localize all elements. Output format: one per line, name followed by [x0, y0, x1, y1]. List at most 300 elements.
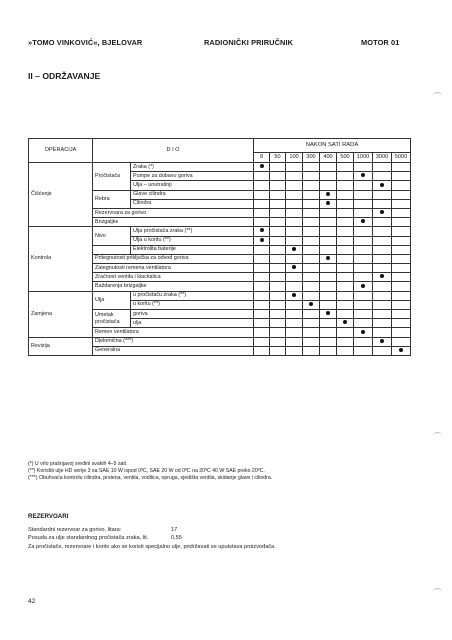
schedule-cell — [254, 190, 270, 199]
schedule-cell — [270, 172, 286, 181]
item-cell — [131, 181, 254, 190]
schedule-cell — [303, 218, 320, 227]
schedule-cell — [254, 172, 270, 181]
schedule-cell — [392, 163, 411, 172]
schedule-cell — [373, 190, 392, 199]
reserves-title: REZERVOARI — [28, 513, 69, 520]
schedule-cell — [392, 346, 411, 355]
item-cell — [93, 273, 254, 282]
schedule-cell — [354, 264, 373, 273]
schedule-cell — [270, 208, 286, 217]
maintenance-table — [28, 138, 411, 356]
item-cell — [131, 199, 254, 208]
schedule-cell — [286, 227, 303, 236]
schedule-cell — [392, 273, 411, 282]
schedule-cell — [373, 172, 392, 181]
reserve-label: Standardni rezervoar za gorivo, litara: — [28, 527, 122, 533]
schedule-cell — [270, 227, 286, 236]
schedule-cell — [270, 199, 286, 208]
schedule-cell — [303, 163, 320, 172]
schedule-cell — [354, 328, 373, 337]
reserve-value: 0,55 — [171, 535, 182, 542]
item-cell — [131, 163, 254, 172]
scheduled-dot — [309, 302, 313, 306]
schedule-cell — [303, 310, 320, 319]
schedule-cell — [303, 245, 320, 254]
operation-kontrola — [29, 227, 93, 291]
schedule-cell — [354, 181, 373, 190]
group-label: Umetak — [95, 311, 114, 318]
schedule-cell — [303, 236, 320, 245]
schedule-cell — [337, 236, 354, 245]
header-company: »TOMO VINKOVIĆ«, BJELOVAR — [28, 38, 143, 47]
schedule-cell — [303, 227, 320, 236]
interval-header: 500 — [337, 153, 354, 163]
scheduled-dot — [380, 183, 384, 187]
interval-header: 50 — [270, 153, 286, 163]
scheduled-dot — [361, 330, 365, 334]
reserve-note-text: Za pročistače, rezervoare i korito ako se koristi specijalno ulje, pridržavati se uputstava proizvođača. — [28, 543, 276, 550]
schedule-cell — [392, 199, 411, 208]
schedule-cell — [270, 282, 286, 291]
schedule-cell — [320, 218, 337, 227]
schedule-cell — [254, 300, 270, 309]
schedule-cell — [337, 264, 354, 273]
schedule-cell — [286, 163, 303, 172]
column-header-nakon-sati-rada: NAKON SATI RADA — [254, 139, 411, 153]
item-label: u pročistaču zraka (**) — [133, 292, 187, 299]
scan-edge-mark — [433, 92, 442, 100]
scheduled-dot — [326, 256, 330, 260]
schedule-cell — [270, 218, 286, 227]
scheduled-dot — [380, 210, 384, 214]
schedule-cell — [320, 172, 337, 181]
schedule-cell — [270, 300, 286, 309]
schedule-cell — [373, 346, 392, 355]
operation-ciscenje — [29, 163, 93, 227]
schedule-cell — [320, 264, 337, 273]
schedule-cell — [286, 181, 303, 190]
schedule-cell — [337, 346, 354, 355]
scheduled-dot — [326, 201, 330, 205]
column-header-dio: D I O — [93, 139, 254, 163]
schedule-cell — [286, 172, 303, 181]
schedule-cell — [354, 291, 373, 300]
operation-zamjena — [29, 291, 93, 337]
column-header-operacija: OPERACIJA — [29, 139, 93, 163]
schedule-cell — [286, 337, 303, 346]
item-label: Zategnutosti remena ventilatora — [95, 264, 171, 271]
footnote: (***) Obuhvaća kontrolu cilindra, prstena, ventila, vodilica, opruga, sjedišta ventila, skidanje glave i cilindra. — [28, 475, 273, 482]
schedule-cell — [392, 190, 411, 199]
schedule-cell — [337, 273, 354, 282]
interval-header: 8 — [254, 153, 270, 163]
schedule-cell — [286, 273, 303, 282]
schedule-cell — [303, 273, 320, 282]
schedule-cell — [373, 236, 392, 245]
item-cell — [131, 227, 254, 236]
item-cell — [131, 190, 254, 199]
schedule-cell — [270, 310, 286, 319]
schedule-cell — [303, 319, 320, 328]
interval-header: 1000 — [354, 153, 373, 163]
schedule-cell — [254, 337, 270, 346]
schedule-cell — [337, 218, 354, 227]
group-label: pročistača — [95, 318, 120, 325]
reserve-label: Posuda za ulje standardnog pročistača zraka, lit. — [28, 535, 149, 542]
schedule-cell — [373, 163, 392, 172]
scan-edge-mark — [433, 588, 442, 596]
item-cell — [131, 245, 254, 254]
schedule-cell — [373, 199, 392, 208]
schedule-cell — [392, 337, 411, 346]
schedule-cell — [286, 346, 303, 355]
schedule-cell — [337, 300, 354, 309]
reserve-row — [28, 526, 276, 534]
schedule-cell — [286, 264, 303, 273]
reserve-value: 17 — [171, 527, 178, 533]
schedule-cell — [354, 172, 373, 181]
schedule-cell — [286, 245, 303, 254]
item-label: Pumpe za dobavu goriva — [133, 172, 193, 179]
schedule-cell — [337, 190, 354, 199]
schedule-cell — [303, 172, 320, 181]
item-cell — [93, 264, 254, 273]
schedule-cell — [392, 300, 411, 309]
scheduled-dot — [260, 238, 264, 242]
schedule-cell — [320, 273, 337, 282]
schedule-cell — [337, 245, 354, 254]
schedule-cell — [254, 208, 270, 217]
group-umetak — [93, 310, 131, 328]
schedule-cell — [337, 208, 354, 217]
schedule-cell — [392, 291, 411, 300]
schedule-cell — [373, 273, 392, 282]
schedule-cell — [354, 282, 373, 291]
schedule-cell — [392, 310, 411, 319]
interval-header: 5000 — [392, 153, 411, 163]
schedule-cell — [270, 273, 286, 282]
schedule-cell — [354, 337, 373, 346]
schedule-cell — [337, 337, 354, 346]
schedule-cell — [373, 328, 392, 337]
schedule-cell — [286, 199, 303, 208]
group-label: Pročistača — [95, 172, 121, 179]
item-label: u koritu (**) — [133, 301, 160, 308]
schedule-cell — [270, 245, 286, 254]
item-label: Zraka (*) — [133, 163, 154, 170]
schedule-cell — [354, 346, 373, 355]
group-rebra — [93, 190, 131, 208]
schedule-cell — [373, 181, 392, 190]
interval-header: 400 — [320, 153, 337, 163]
schedule-cell — [392, 328, 411, 337]
group-label: Rebra — [95, 195, 110, 202]
schedule-cell — [303, 337, 320, 346]
item-cell — [93, 328, 254, 337]
schedule-cell — [373, 245, 392, 254]
interval-header: 3000 — [373, 153, 392, 163]
schedule-cell — [286, 319, 303, 328]
schedule-cell — [254, 181, 270, 190]
schedule-cell — [337, 227, 354, 236]
schedule-cell — [303, 208, 320, 217]
schedule-cell — [303, 291, 320, 300]
item-label: Ulja pročistača zraka (**) — [133, 227, 193, 234]
footnote: (*) U vrlo prašnjavoj sredini svakih 4–5 sati. — [28, 461, 128, 467]
item-cell — [131, 291, 254, 300]
scheduled-dot — [326, 192, 330, 196]
item-cell — [93, 282, 254, 291]
schedule-cell — [337, 163, 354, 172]
scheduled-dot — [361, 173, 365, 177]
scheduled-dot — [361, 284, 365, 288]
schedule-cell — [373, 337, 392, 346]
schedule-cell — [270, 291, 286, 300]
scheduled-dot — [380, 339, 384, 343]
item-cell — [93, 337, 254, 346]
schedule-cell — [303, 190, 320, 199]
operation-label: Čišćenje — [31, 191, 52, 198]
schedule-cell — [373, 282, 392, 291]
schedule-cell — [320, 163, 337, 172]
scan-edge-mark — [433, 432, 442, 440]
schedule-cell — [337, 319, 354, 328]
schedule-cell — [270, 346, 286, 355]
operation-revizija — [29, 337, 93, 355]
item-label: Pritegnutosti priključka za odvod goriva — [95, 255, 189, 262]
group-label: Ulja — [95, 296, 105, 303]
schedule-cell — [286, 236, 303, 245]
schedule-cell — [337, 310, 354, 319]
schedule-cell — [354, 218, 373, 227]
item-label: Elektrolita baterije — [133, 246, 176, 253]
schedule-cell — [354, 163, 373, 172]
schedule-cell — [286, 291, 303, 300]
item-label: Zračnost ventila i klackalica — [95, 273, 161, 280]
operation-label: Revizija — [31, 342, 50, 349]
schedule-cell — [270, 163, 286, 172]
schedule-cell — [320, 227, 337, 236]
schedule-cell — [286, 310, 303, 319]
item-cell — [131, 319, 254, 328]
schedule-cell — [392, 254, 411, 263]
schedule-cell — [270, 190, 286, 199]
scheduled-dot — [380, 274, 384, 278]
schedule-cell — [320, 236, 337, 245]
schedule-cell — [373, 218, 392, 227]
schedule-cell — [254, 282, 270, 291]
schedule-cell — [373, 254, 392, 263]
schedule-cell — [337, 181, 354, 190]
schedule-cell — [392, 181, 411, 190]
group-nivo — [93, 227, 131, 245]
schedule-cell — [286, 208, 303, 217]
item-spacer — [93, 245, 131, 254]
schedule-cell — [254, 319, 270, 328]
schedule-cell — [320, 310, 337, 319]
operation-label: Kontrola — [31, 255, 52, 262]
schedule-cell — [320, 300, 337, 309]
item-label: Ulja – unutrašnji — [133, 181, 172, 188]
page-number: 42 — [28, 598, 36, 605]
scheduled-dot — [292, 293, 296, 297]
schedule-cell — [320, 181, 337, 190]
schedule-cell — [373, 208, 392, 217]
schedule-cell — [354, 254, 373, 263]
item-label: Baždarenja brizgaljke — [95, 283, 147, 290]
schedule-cell — [373, 227, 392, 236]
schedule-cell — [354, 227, 373, 236]
schedule-cell — [320, 337, 337, 346]
item-cell — [93, 208, 254, 217]
schedule-cell — [270, 337, 286, 346]
schedule-cell — [254, 199, 270, 208]
schedule-cell — [354, 300, 373, 309]
scheduled-dot — [326, 311, 330, 315]
schedule-cell — [254, 218, 270, 227]
schedule-cell — [392, 236, 411, 245]
schedule-cell — [373, 300, 392, 309]
group-procistaca — [93, 163, 131, 191]
schedule-cell — [270, 264, 286, 273]
schedule-cell — [320, 328, 337, 337]
schedule-cell — [337, 291, 354, 300]
schedule-cell — [270, 319, 286, 328]
header-engine-model: MOTOR 01 — [361, 38, 400, 47]
section-title: II – ODRŽAVANJE — [28, 71, 101, 81]
schedule-cell — [392, 208, 411, 217]
schedule-cell — [254, 291, 270, 300]
schedule-cell — [392, 172, 411, 181]
schedule-cell — [270, 181, 286, 190]
schedule-cell — [270, 254, 286, 263]
scheduled-dot — [292, 265, 296, 269]
schedule-cell — [392, 319, 411, 328]
schedule-cell — [320, 190, 337, 199]
interval-header: 100 — [286, 153, 303, 163]
schedule-cell — [303, 199, 320, 208]
schedule-cell — [303, 254, 320, 263]
schedule-cell — [373, 291, 392, 300]
schedule-cell — [354, 273, 373, 282]
item-cell — [93, 218, 254, 227]
reserve-row — [28, 534, 276, 542]
item-label: Generalna — [95, 347, 121, 354]
schedule-cell — [373, 264, 392, 273]
schedule-cell — [392, 218, 411, 227]
schedule-cell — [254, 273, 270, 282]
schedule-cell — [392, 264, 411, 273]
item-cell — [131, 310, 254, 319]
reserves-block — [28, 526, 276, 551]
schedule-cell — [392, 282, 411, 291]
schedule-cell — [303, 264, 320, 273]
schedule-cell — [254, 310, 270, 319]
item-cell — [131, 172, 254, 181]
schedule-cell — [254, 264, 270, 273]
interval-header: 300 — [303, 153, 320, 163]
group-label: Nivo — [95, 232, 106, 239]
schedule-cell — [254, 254, 270, 263]
item-label: goriva — [133, 310, 148, 317]
schedule-cell — [337, 254, 354, 263]
item-cell — [93, 254, 254, 263]
schedule-cell — [254, 245, 270, 254]
item-label: ulja — [133, 319, 142, 326]
schedule-cell — [373, 310, 392, 319]
scheduled-dot — [361, 219, 365, 223]
schedule-cell — [254, 227, 270, 236]
schedule-cell — [337, 328, 354, 337]
schedule-cell — [320, 291, 337, 300]
scheduled-dot — [292, 247, 296, 251]
schedule-cell — [354, 190, 373, 199]
schedule-cell — [286, 282, 303, 291]
item-label: Djelomična (***) — [95, 338, 134, 345]
schedule-cell — [354, 245, 373, 254]
item-label: Remen ventilatora — [95, 328, 139, 335]
schedule-cell — [254, 163, 270, 172]
schedule-cell — [354, 208, 373, 217]
item-cell — [131, 236, 254, 245]
item-label: Rezervoara za gorivo — [95, 209, 147, 216]
schedule-cell — [320, 282, 337, 291]
item-label: Ulja u koritu (**) — [133, 237, 171, 244]
schedule-cell — [320, 319, 337, 328]
item-label: Cilindra — [133, 200, 152, 207]
item-label: Brizgaljke — [95, 218, 119, 225]
schedule-cell — [373, 319, 392, 328]
schedule-cell — [270, 328, 286, 337]
schedule-cell — [320, 346, 337, 355]
schedule-cell — [286, 218, 303, 227]
schedule-cell — [286, 190, 303, 199]
schedule-cell — [303, 328, 320, 337]
schedule-cell — [254, 328, 270, 337]
reserve-note — [28, 543, 276, 551]
schedule-cell — [286, 328, 303, 337]
footnote: (**) Koristiti ulje HD serije 3 sa SAE 10 W ispod 0ºC, SAE 20 W od 0ºC na 20ºC 40 W SAE preko 20ºC. — [28, 468, 265, 475]
operation-label: Zamjena — [31, 310, 52, 317]
scheduled-dot — [399, 348, 403, 352]
schedule-cell — [254, 236, 270, 245]
schedule-cell — [270, 236, 286, 245]
schedule-cell — [354, 236, 373, 245]
scheduled-dot — [260, 164, 264, 168]
schedule-cell — [303, 346, 320, 355]
schedule-cell — [286, 300, 303, 309]
schedule-cell — [337, 199, 354, 208]
item-label: Glave cilindra — [133, 191, 166, 198]
schedule-cell — [337, 282, 354, 291]
item-cell — [93, 346, 254, 355]
schedule-cell — [354, 310, 373, 319]
schedule-cell — [392, 245, 411, 254]
schedule-cell — [320, 245, 337, 254]
schedule-cell — [392, 227, 411, 236]
schedule-cell — [254, 346, 270, 355]
header-manual-title: RADIONIČKI PRIRUČNIK — [204, 38, 294, 47]
scheduled-dot — [260, 228, 264, 232]
group-ulja — [93, 291, 131, 309]
schedule-cell — [354, 199, 373, 208]
schedule-cell — [337, 172, 354, 181]
footnotes — [28, 461, 272, 483]
schedule-cell — [320, 208, 337, 217]
item-cell — [131, 300, 254, 309]
schedule-cell — [354, 319, 373, 328]
